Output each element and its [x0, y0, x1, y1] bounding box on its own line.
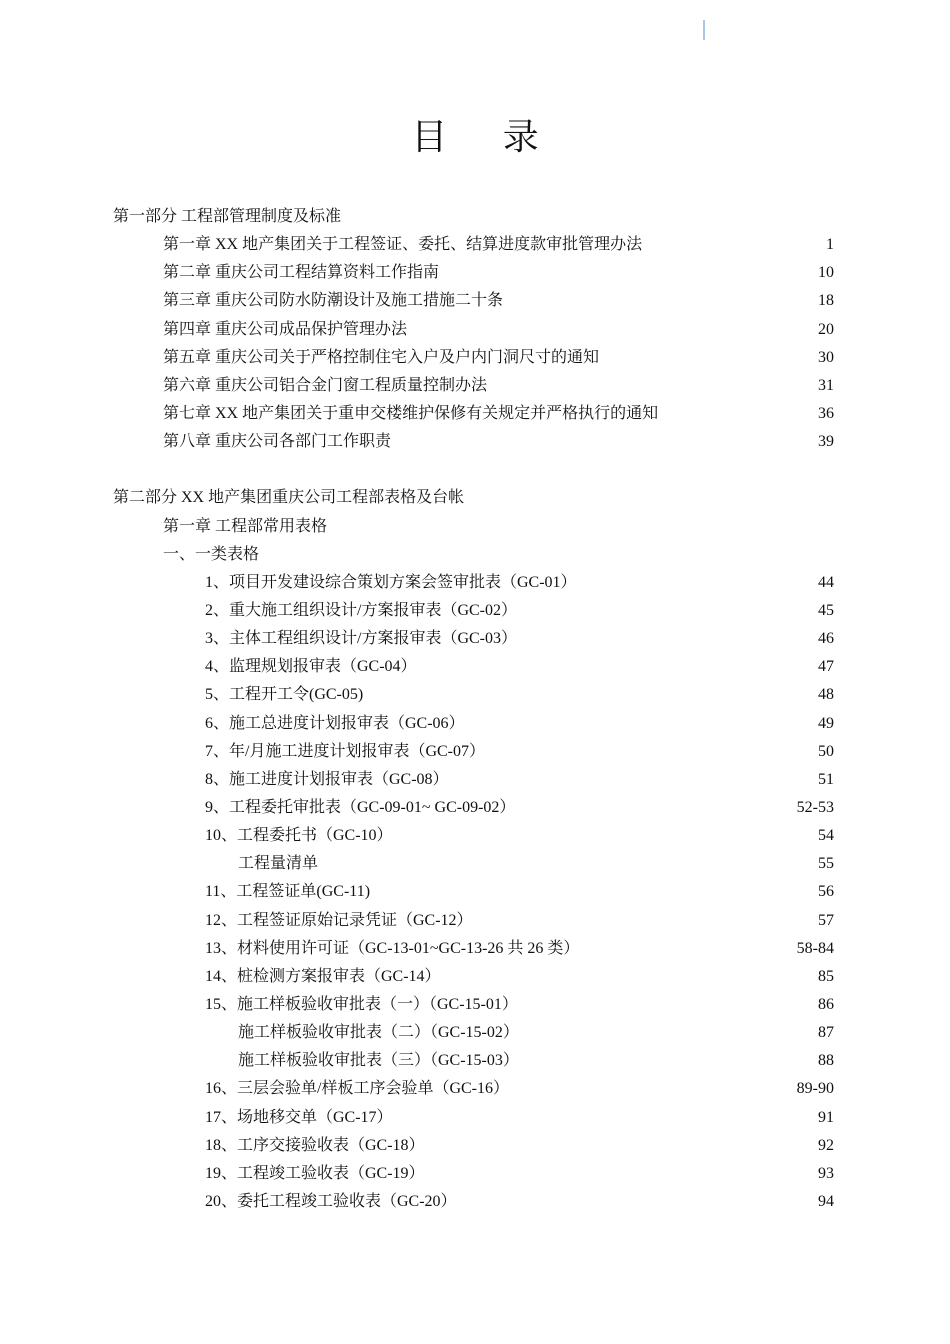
toc-entry[interactable] — [0, 1188, 950, 1216]
part-heading — [0, 484, 950, 512]
toc-entry-page-number: 45 — [818, 601, 834, 619]
toc-entry-page-number: 49 — [818, 714, 834, 732]
toc-entry[interactable] — [0, 794, 950, 822]
toc-entry-label: 第六章 重庆公司铝合金门窗工程质量控制办法 — [163, 376, 488, 394]
toc-entry[interactable] — [0, 344, 950, 372]
toc-entry-label: 15、施工样板验收审批表（一）（GC-15-01） — [205, 995, 518, 1013]
toc-entry-label: 4、监理规划报审表（GC-04） — [205, 658, 417, 676]
toc-entry-page-number: 30 — [818, 348, 834, 366]
toc-entry[interactable] — [0, 907, 950, 935]
toc-entry-label: 第一章 XX 地产集团关于工程签证、委托、结算进度款审批管理办法 — [163, 236, 643, 254]
toc-entry-page-number: 44 — [818, 573, 834, 591]
toc-entry-page-number: 55 — [818, 855, 834, 873]
toc-entry-page-number: 92 — [818, 1136, 834, 1154]
part2-item-list — [0, 569, 950, 1216]
toc-entry[interactable] — [0, 710, 950, 738]
toc-entry-label: 13、材料使用许可证（GC-13-01~GC-13-26 共 26 类） — [205, 939, 580, 957]
toc-entry[interactable] — [0, 1075, 950, 1103]
toc-entry[interactable] — [0, 569, 950, 597]
chapter-heading — [0, 513, 950, 541]
toc-entry-page-number: 47 — [818, 658, 834, 676]
toc-entry[interactable] — [0, 1047, 950, 1075]
toc-entry[interactable] — [0, 1160, 950, 1188]
toc-entry-page-number: 86 — [818, 995, 834, 1013]
toc-entry[interactable] — [0, 287, 950, 315]
toc-entry-label: 2、重大施工组织设计/方案报审表（GC-02） — [205, 601, 518, 619]
toc-entry[interactable] — [0, 597, 950, 625]
toc-entry[interactable] — [0, 991, 950, 1019]
toc-entry-page-number: 50 — [818, 742, 834, 760]
toc-entry-label: 施工样板验收审批表（三）（GC-15-03） — [238, 1052, 519, 1070]
toc-entry-page-number: 46 — [818, 630, 834, 648]
toc-entry-label: 第五章 重庆公司关于严格控制住宅入户及户内门洞尺寸的通知 — [163, 348, 600, 366]
toc-entry-page-number: 31 — [818, 376, 834, 394]
toc-entry-page-number: 93 — [818, 1164, 834, 1182]
toc-entry-page-number: 89-90 — [796, 1080, 834, 1098]
toc-entry-label: 12、工程签证原始记录凭证（GC-12） — [205, 911, 473, 929]
toc-entry-label: 第三章 重庆公司防水防潮设计及施工措施二十条 — [163, 292, 504, 310]
toc-entry-page-number: 57 — [818, 911, 834, 929]
toc-entry[interactable] — [0, 231, 950, 259]
toc-entry-label: 14、桩检测方案报审表（GC-14） — [205, 967, 441, 985]
toc-entry-page-number: 48 — [818, 686, 834, 704]
table-of-contents — [0, 203, 950, 1216]
toc-entry[interactable] — [0, 625, 950, 653]
part1-chapter-list — [0, 231, 950, 456]
toc-entry[interactable] — [0, 878, 950, 906]
toc-entry-label: 6、施工总进度计划报审表（GC-06） — [205, 714, 465, 732]
toc-entry[interactable] — [0, 1019, 950, 1047]
toc-entry-page-number: 85 — [818, 967, 834, 985]
toc-entry-label: 7、年/月施工进度计划报审表（GC-07） — [205, 742, 486, 760]
section-heading-label: 一、一类表格 — [163, 545, 260, 563]
toc-entry-label: 10、工程委托书（GC-10） — [205, 827, 393, 845]
toc-entry-page-number: 36 — [818, 404, 834, 422]
text-cursor-mark — [703, 20, 705, 40]
page-title: 目 录 — [411, 117, 561, 158]
toc-entry-page-number: 91 — [818, 1108, 834, 1126]
toc-entry[interactable] — [0, 400, 950, 428]
toc-entry[interactable] — [0, 738, 950, 766]
toc-entry-label: 5、工程开工令(GC-05) — [205, 686, 364, 704]
toc-entry-page-number: 51 — [818, 770, 834, 788]
toc-entry-label: 施工样板验收审批表（二）（GC-15-02） — [238, 1024, 519, 1042]
toc-entry[interactable] — [0, 935, 950, 963]
toc-entry-page-number: 1 — [826, 236, 834, 254]
toc-entry[interactable] — [0, 653, 950, 681]
toc-entry-label: 第四章 重庆公司成品保护管理办法 — [163, 320, 408, 338]
toc-entry-page-number: 94 — [818, 1192, 834, 1210]
toc-entry[interactable] — [0, 766, 950, 794]
section-heading — [0, 541, 950, 569]
toc-entry[interactable] — [0, 681, 950, 709]
toc-entry[interactable] — [0, 822, 950, 850]
part-heading-label: 第一部分 工程部管理制度及标准 — [113, 208, 342, 225]
toc-entry[interactable] — [0, 259, 950, 287]
toc-entry-label: 11、工程签证单(GC-11) — [205, 883, 371, 901]
part-heading — [0, 203, 950, 231]
toc-entry-page-number: 52-53 — [796, 798, 834, 816]
toc-entry[interactable] — [0, 963, 950, 991]
toc-entry-label: 1、项目开发建设综合策划方案会签审批表（GC-01） — [205, 573, 577, 591]
toc-entry-page-number: 88 — [818, 1052, 834, 1070]
part-heading-label: 第二部分 XX 地产集团重庆公司工程部表格及台帐 — [113, 489, 465, 507]
toc-entry-label: 3、主体工程组织设计/方案报审表（GC-03） — [205, 630, 518, 648]
toc-entry[interactable] — [0, 372, 950, 400]
toc-entry-label: 16、三层会验单/样板工序会验单（GC-16） — [205, 1080, 510, 1098]
chapter-heading-label: 第一章 工程部常用表格 — [163, 517, 328, 535]
toc-entry-label: 第二章 重庆公司工程结算资料工作指南 — [163, 264, 440, 282]
toc-entry-label: 9、工程委托审批表（GC-09-01~ GC-09-02） — [205, 798, 516, 816]
toc-entry-page-number: 58-84 — [796, 939, 834, 957]
toc-entry-label: 17、场地移交单（GC-17） — [205, 1108, 393, 1126]
toc-entry-label: 19、工程竣工验收表（GC-19） — [205, 1164, 425, 1182]
toc-entry-label: 20、委托工程竣工验收表（GC-20） — [205, 1192, 457, 1210]
toc-entry-page-number: 20 — [818, 320, 834, 338]
toc-entry-label: 工程量清单 — [238, 855, 319, 873]
toc-entry-page-number: 54 — [818, 827, 834, 845]
toc-entry-page-number: 18 — [818, 292, 834, 310]
toc-entry-label: 第八章 重庆公司各部门工作职责 — [163, 433, 392, 451]
toc-entry-label: 第七章 XX 地产集团关于重申交楼维护保修有关规定并严格执行的通知 — [163, 404, 659, 422]
toc-entry[interactable] — [0, 316, 950, 344]
toc-entry-label: 8、施工进度计划报审表（GC-08） — [205, 770, 449, 788]
toc-entry[interactable] — [0, 1104, 950, 1132]
toc-entry-label: 18、工序交接验收表（GC-18） — [205, 1136, 425, 1154]
toc-entry[interactable] — [0, 428, 950, 456]
toc-entry-page-number: 10 — [818, 264, 834, 282]
toc-entry-page-number: 39 — [818, 433, 834, 451]
toc-entry[interactable] — [0, 850, 950, 878]
section-spacer — [0, 456, 950, 484]
toc-entry-page-number: 56 — [818, 883, 834, 901]
toc-entry[interactable] — [0, 1132, 950, 1160]
toc-entry-page-number: 87 — [818, 1024, 834, 1042]
